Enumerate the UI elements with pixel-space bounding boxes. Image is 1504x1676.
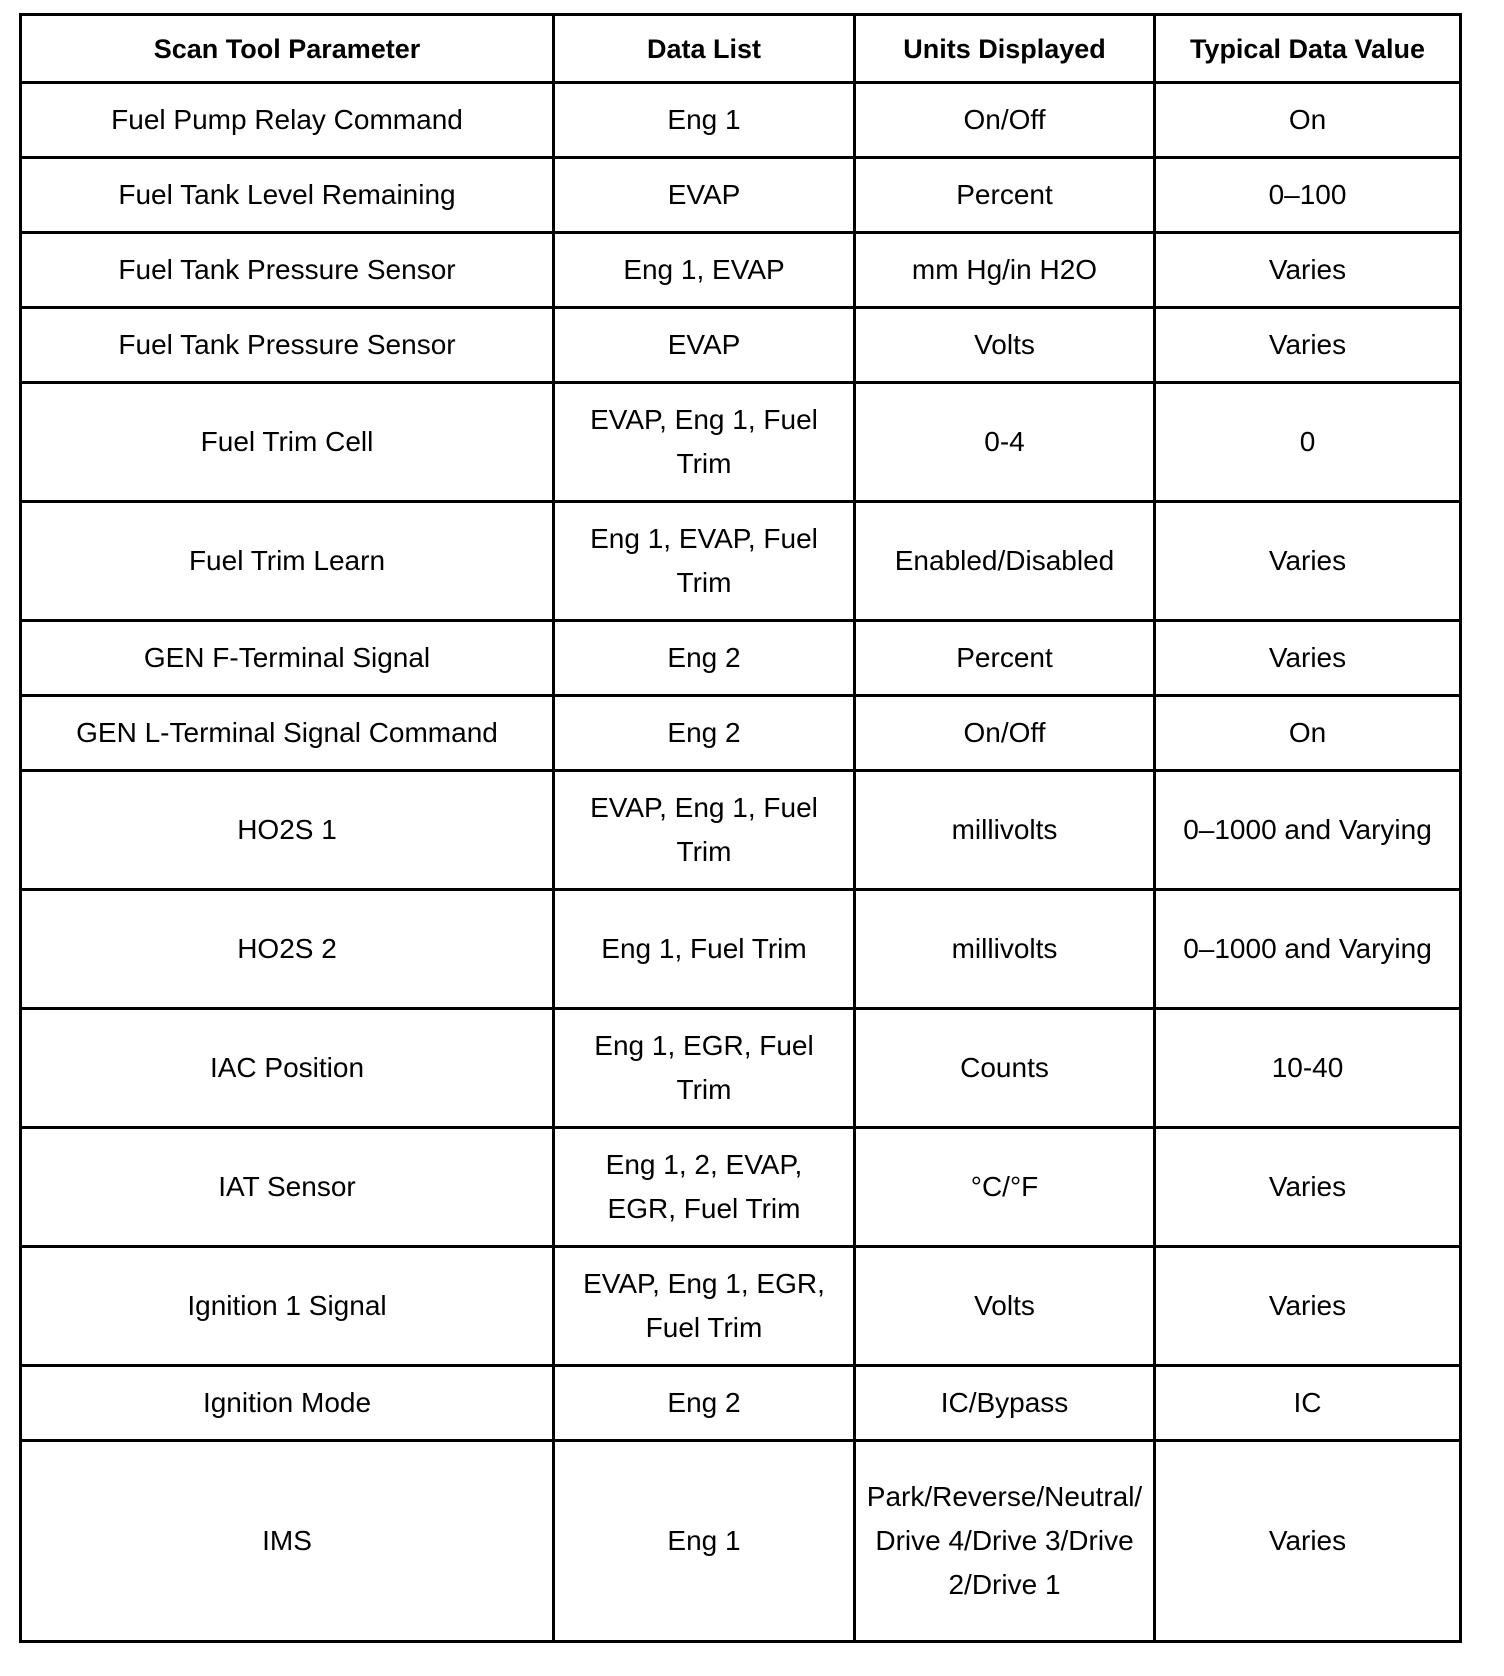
data-list-cell: EVAP, Eng 1, EGR, Fuel Trim: [554, 1247, 855, 1366]
table-row: [21, 696, 1461, 771]
data-list-cell: EVAP: [554, 308, 855, 383]
units-cell: °C/°F: [855, 1128, 1155, 1247]
data-list-cell: EVAP, Eng 1, Fuel Trim: [554, 383, 855, 502]
parameter-cell: Fuel Tank Level Remaining: [21, 158, 554, 233]
table-row: [21, 158, 1461, 233]
header-scan-tool-parameter: Scan Tool Parameter: [21, 15, 554, 83]
typical-value-cell: Varies: [1155, 1128, 1461, 1247]
typical-value-cell: 0–1000 and Varying: [1155, 890, 1461, 1009]
parameter-cell: Fuel Tank Pressure Sensor: [21, 308, 554, 383]
parameter-cell: Ignition Mode: [21, 1366, 554, 1441]
units-cell: 0-4: [855, 383, 1155, 502]
scan-tool-parameter-table: [19, 13, 1462, 1643]
scan-tool-data-sheet: [19, 13, 1462, 1643]
data-list-cell: EVAP: [554, 158, 855, 233]
header-data-list: Data List: [554, 15, 855, 83]
table-row: [21, 771, 1461, 890]
units-cell: millivolts: [855, 890, 1155, 1009]
table-row: [21, 621, 1461, 696]
typical-value-cell: On: [1155, 696, 1461, 771]
typical-value-cell: Varies: [1155, 1247, 1461, 1366]
units-cell: Enabled/Disabled: [855, 502, 1155, 621]
typical-value-cell: Varies: [1155, 233, 1461, 308]
typical-value-cell: 0–1000 and Varying: [1155, 771, 1461, 890]
table-row: [21, 1009, 1461, 1128]
typical-value-cell: Varies: [1155, 308, 1461, 383]
data-list-cell: Eng 1: [554, 1441, 855, 1642]
parameter-cell: IMS: [21, 1441, 554, 1642]
units-cell: On/Off: [855, 696, 1155, 771]
table-row: [21, 1441, 1461, 1642]
table-row: [21, 383, 1461, 502]
data-list-cell: Eng 2: [554, 621, 855, 696]
table-row: [21, 502, 1461, 621]
typical-value-cell: Varies: [1155, 502, 1461, 621]
data-list-cell: Eng 1, EGR, Fuel Trim: [554, 1009, 855, 1128]
parameter-cell: GEN F-Terminal Signal: [21, 621, 554, 696]
table-row: [21, 1128, 1461, 1247]
parameter-cell: HO2S 2: [21, 890, 554, 1009]
typical-value-cell: IC: [1155, 1366, 1461, 1441]
parameter-cell: Fuel Trim Cell: [21, 383, 554, 502]
parameter-cell: Fuel Tank Pressure Sensor: [21, 233, 554, 308]
units-cell: Counts: [855, 1009, 1155, 1128]
table-row: [21, 890, 1461, 1009]
parameter-cell: IAC Position: [21, 1009, 554, 1128]
header-typical-data-value: Typical Data Value: [1155, 15, 1461, 83]
typical-value-cell: 0–100: [1155, 158, 1461, 233]
parameter-cell: IAT Sensor: [21, 1128, 554, 1247]
parameter-cell: Fuel Pump Relay Command: [21, 83, 554, 158]
units-cell: Volts: [855, 1247, 1155, 1366]
data-list-cell: Eng 2: [554, 1366, 855, 1441]
units-cell: Park/Reverse/Neutral/Drive 4/Drive 3/Drive 2/Drive 1: [855, 1441, 1155, 1642]
data-list-cell: Eng 1: [554, 83, 855, 158]
table-header-row: [21, 15, 1461, 83]
table-row: [21, 1366, 1461, 1441]
parameter-cell: HO2S 1: [21, 771, 554, 890]
parameter-cell: Ignition 1 Signal: [21, 1247, 554, 1366]
parameter-cell: Fuel Trim Learn: [21, 502, 554, 621]
table-row: [21, 233, 1461, 308]
typical-value-cell: Varies: [1155, 1441, 1461, 1642]
units-cell: millivolts: [855, 771, 1155, 890]
data-list-cell: EVAP, Eng 1, Fuel Trim: [554, 771, 855, 890]
typical-value-cell: 0: [1155, 383, 1461, 502]
data-list-cell: Eng 1, EVAP, Fuel Trim: [554, 502, 855, 621]
units-cell: On/Off: [855, 83, 1155, 158]
units-cell: Percent: [855, 158, 1155, 233]
data-list-cell: Eng 1, 2, EVAP, EGR, Fuel Trim: [554, 1128, 855, 1247]
parameter-cell: GEN L-Terminal Signal Command: [21, 696, 554, 771]
units-cell: mm Hg/in H2O: [855, 233, 1155, 308]
data-list-cell: Eng 1, Fuel Trim: [554, 890, 855, 1009]
header-units-displayed: Units Displayed: [855, 15, 1155, 83]
data-list-cell: Eng 1, EVAP: [554, 233, 855, 308]
typical-value-cell: 10-40: [1155, 1009, 1461, 1128]
typical-value-cell: Varies: [1155, 621, 1461, 696]
typical-value-cell: On: [1155, 83, 1461, 158]
units-cell: IC/Bypass: [855, 1366, 1155, 1441]
data-list-cell: Eng 2: [554, 696, 855, 771]
table-row: [21, 1247, 1461, 1366]
units-cell: Percent: [855, 621, 1155, 696]
table-row: [21, 308, 1461, 383]
table-row: [21, 83, 1461, 158]
units-cell: Volts: [855, 308, 1155, 383]
